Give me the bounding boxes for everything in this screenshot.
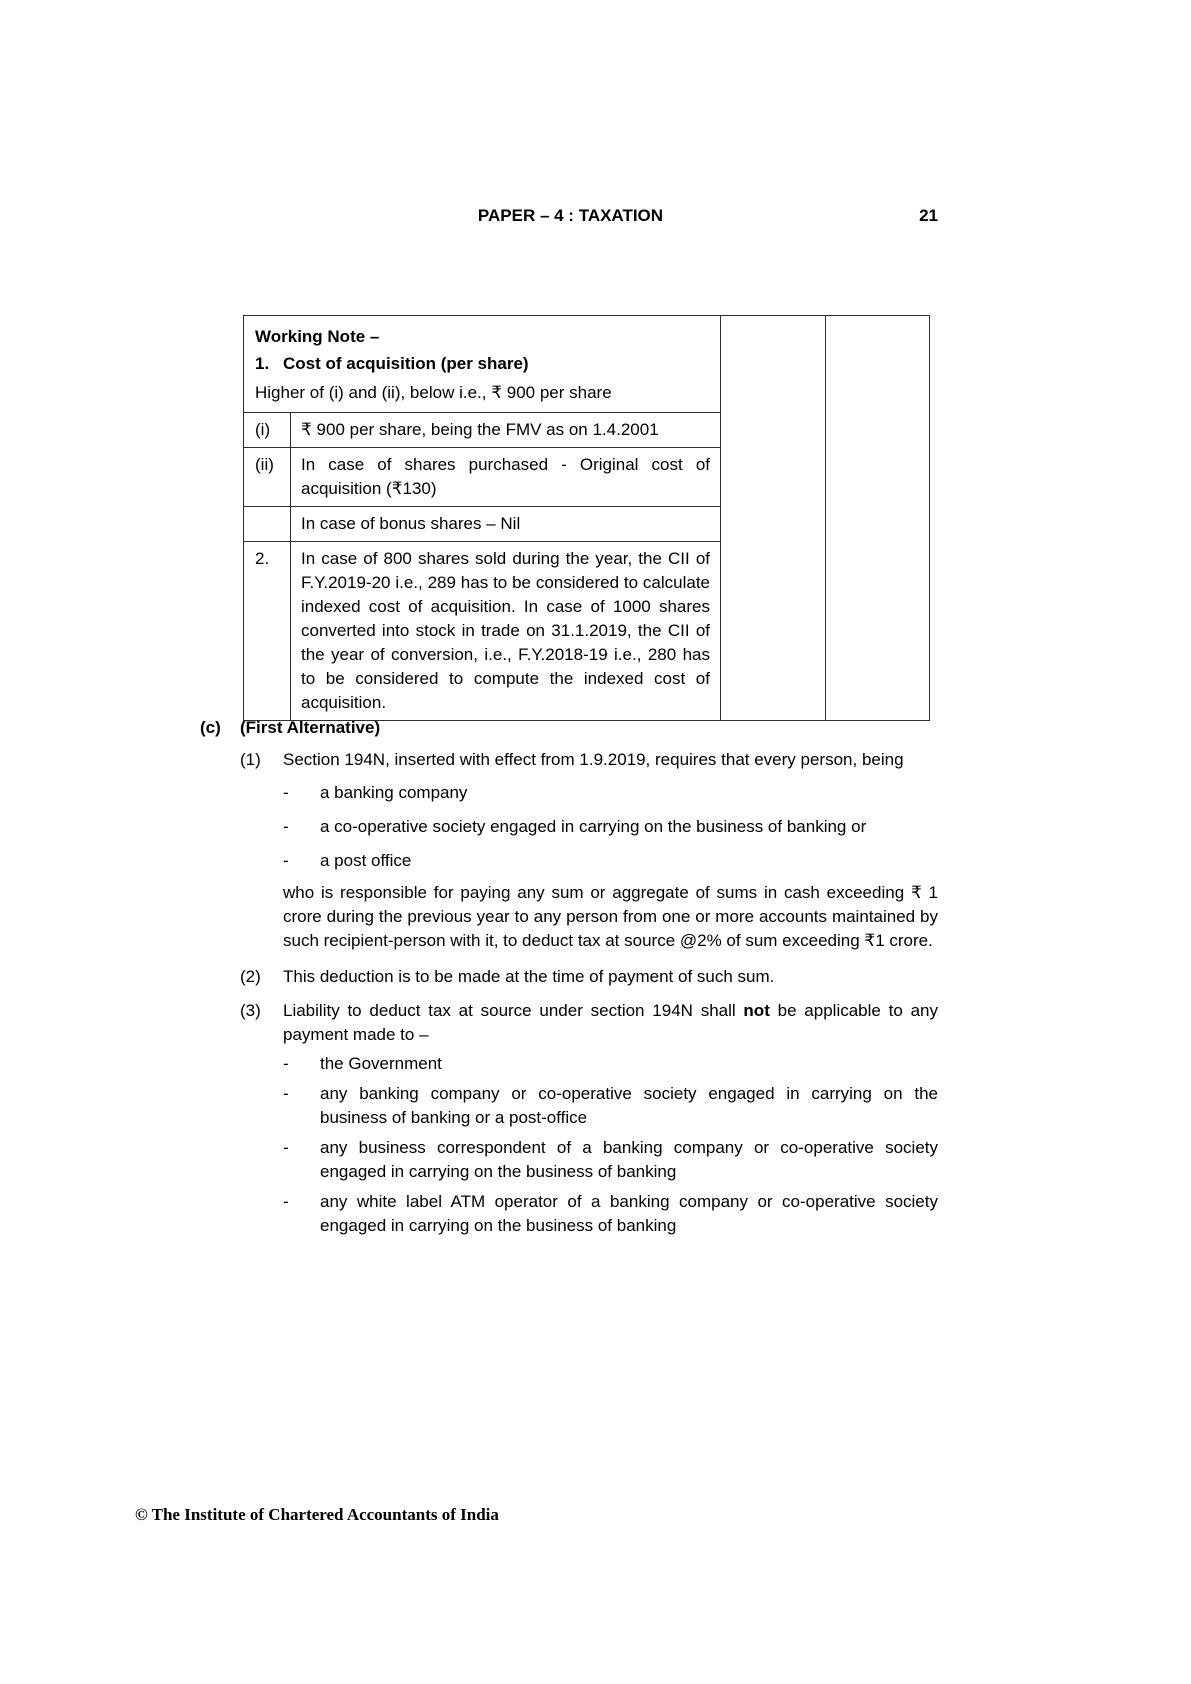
- bullet-text: any banking company or co-operative society engaged in carrying on the business of banking or a post-office: [320, 1084, 938, 1127]
- page-title: PAPER – 4 : TAXATION: [477, 206, 664, 225]
- bullet-item: [283, 815, 938, 839]
- row-text: ₹ 900 per share, being the FMV as on 1.4.2001: [301, 420, 659, 439]
- list-item-body: [283, 999, 938, 1238]
- bullet-text: any white label ATM operator of a banking company or co-operative society engaged in carrying on the business of banking: [320, 1192, 938, 1235]
- empty-table-column-2: [825, 316, 930, 720]
- item-text: This deduction is to be made at the time of payment of such sum.: [283, 967, 775, 986]
- item-text: Section 194N, inserted with effect from 1.9.2019, requires that every person, being: [283, 750, 904, 769]
- empty-table-column-1: [721, 316, 825, 720]
- list-item-number: (3): [240, 1001, 261, 1020]
- item-text-bold: not: [743, 1001, 770, 1020]
- working-note-rows: [244, 412, 720, 720]
- bullet-dash: -: [283, 817, 289, 836]
- bullet-text: the Government: [320, 1054, 442, 1073]
- working-note-header-block: [244, 316, 720, 412]
- list-item-body: [283, 965, 938, 989]
- row-label: (i): [244, 413, 291, 447]
- row-text: In case of 800 shares sold during the year, the CII of F.Y.2019-20 i.e., 289 has to be considered to calculate indexed cost of acquisition. In case of 1000 shares converted into stock in trade on 31.1.2019, the CII of the year of conversion, i.e., F.Y.2018-19 i.e., 280 has to be considered to compute the indexed cost of acquisition.: [301, 549, 710, 712]
- item-text: [283, 999, 938, 1047]
- bullet-list: [283, 1052, 938, 1238]
- bullet-item: [283, 1190, 938, 1238]
- copyright-footer: © The Institute of Chartered Accountants of India: [135, 1505, 499, 1524]
- bullet-item: [283, 849, 938, 873]
- working-note-intro: Higher of (i) and (ii), below i.e., ₹ 900 per share: [255, 383, 612, 402]
- list-item-2: [240, 965, 938, 989]
- bullet-item: [283, 1052, 938, 1076]
- working-note-item-heading: [255, 352, 709, 376]
- bullet-dash: -: [283, 1192, 289, 1211]
- list-item-number: (2): [240, 967, 261, 986]
- bullet-list: [283, 781, 938, 873]
- item-text-before: Liability to deduct tax at source under section 194N shall: [283, 1001, 744, 1020]
- section-heading: [200, 716, 938, 740]
- bullet-dash: -: [283, 783, 289, 802]
- list-item-1: [240, 748, 938, 953]
- section-c: [200, 716, 938, 1238]
- bullet-item: [283, 1136, 938, 1184]
- table-row: [244, 447, 720, 506]
- list-item-number: (1): [240, 750, 261, 769]
- bullet-text: a co-operative society engaged in carrying on the business of banking or: [320, 817, 867, 836]
- item-continuation: who is responsible for paying any sum or aggregate of sums in cash exceeding ₹ 1 crore during the previous year to any person from one or more accounts maintained by such recipient-person with it, to deduct tax at source @2% of sum exceeding ₹1 crore.: [283, 883, 938, 950]
- row-text: In case of bonus shares – Nil: [301, 514, 521, 533]
- bullet-text: any business correspondent of a banking company or co-operative society engaged in carrying on the business of banking: [320, 1138, 938, 1181]
- row-text: In case of shares purchased - Original cost of acquisition (₹130): [301, 455, 710, 498]
- bullet-dash: -: [283, 1084, 289, 1103]
- row-label: [244, 507, 291, 541]
- table-row: [244, 413, 720, 447]
- working-note-title: Working Note –: [255, 327, 380, 346]
- working-note-table: [243, 315, 930, 721]
- bullet-item: [283, 781, 938, 805]
- row-label: (ii): [244, 448, 291, 506]
- bullet-dash: -: [283, 851, 289, 870]
- section-heading-text: (First Alternative): [240, 718, 381, 737]
- bullet-item: [283, 1082, 938, 1130]
- bullet-text: a post office: [320, 851, 412, 870]
- bullet-dash: -: [283, 1138, 289, 1157]
- row-label: 2.: [244, 542, 291, 720]
- working-note-main-cell: [244, 316, 721, 720]
- section-label: (c): [200, 718, 221, 737]
- bullet-dash: -: [283, 1054, 289, 1073]
- table-row: [244, 506, 720, 541]
- table-row: [244, 541, 720, 720]
- item-heading-text: Cost of acquisition (per share): [283, 354, 529, 373]
- item-number: 1.: [255, 354, 270, 373]
- page-number: 21: [919, 206, 938, 225]
- page-header: [203, 204, 938, 228]
- list-item-body: [283, 748, 938, 953]
- list-item-3: [240, 999, 938, 1238]
- item-text-after: be applicable to any payment made to –: [283, 1001, 938, 1044]
- bullet-text: a banking company: [320, 783, 468, 802]
